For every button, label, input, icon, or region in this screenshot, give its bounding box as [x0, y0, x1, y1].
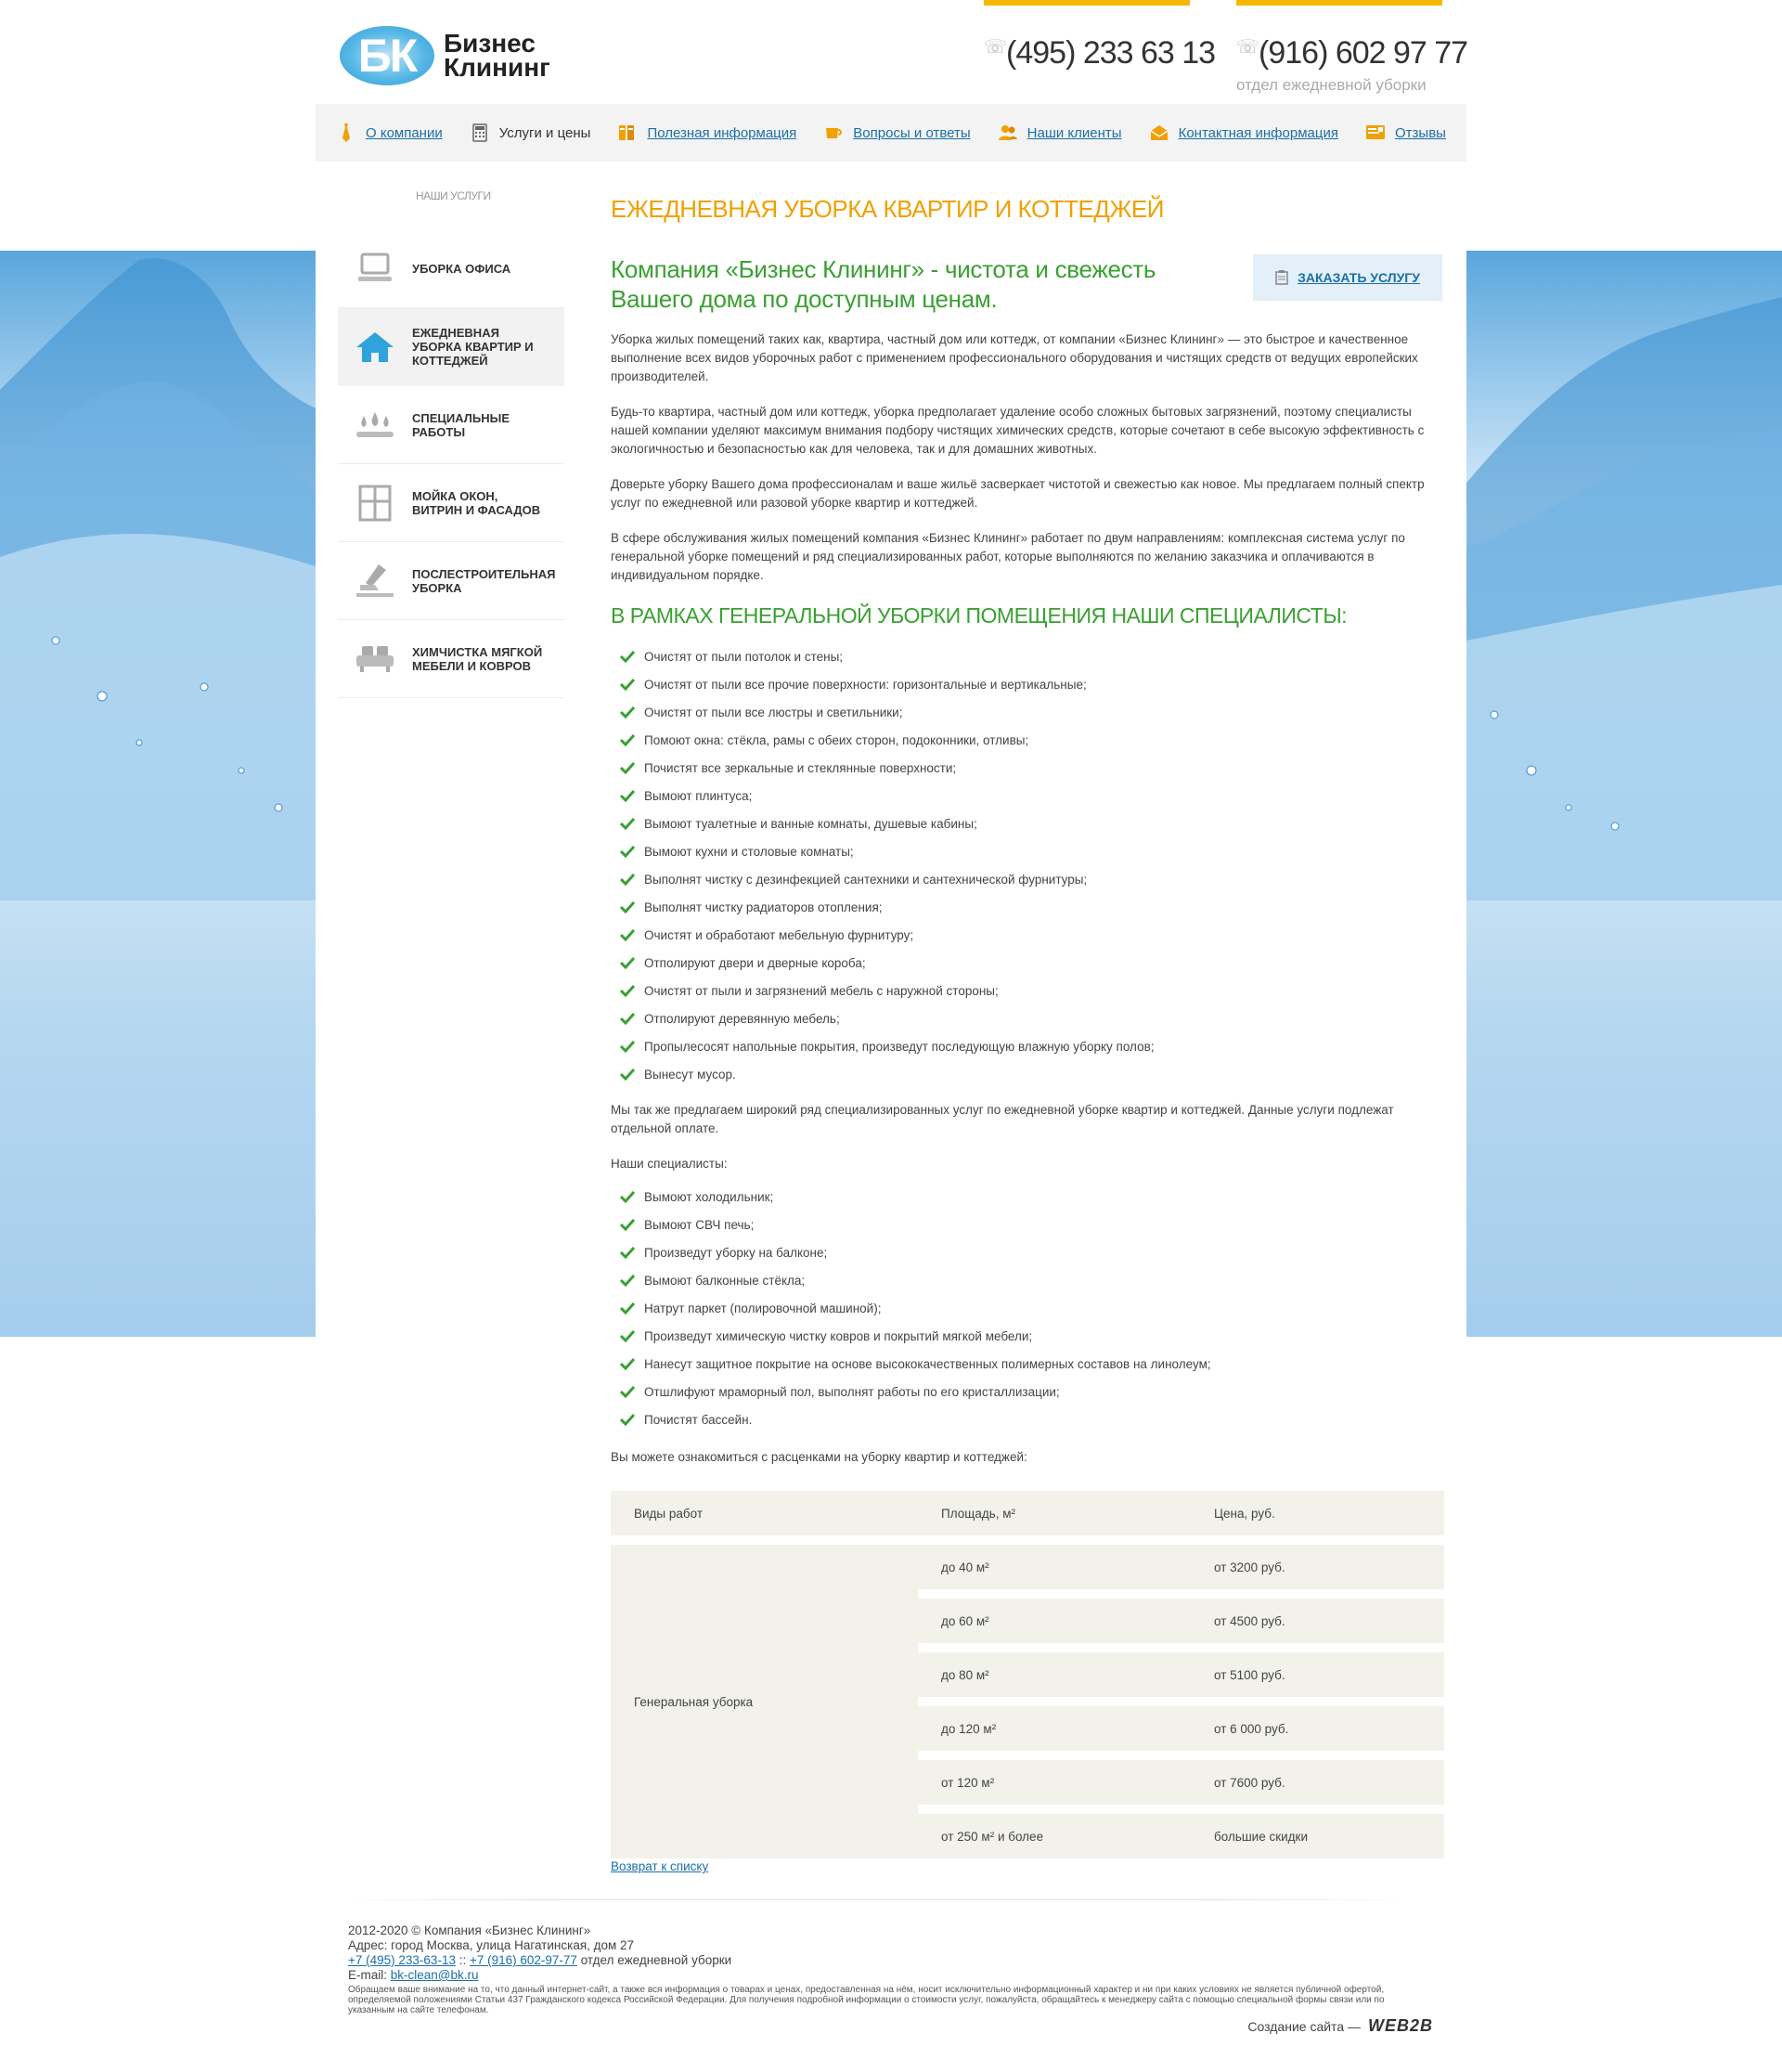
sofa-icon — [355, 642, 395, 676]
list-item-text: Выполнят чистку радиаторов отопления; — [644, 900, 883, 914]
list-item-text: Пропылесосят напольные покрытия, произведут последующую влажную уборку полов; — [644, 1039, 1155, 1054]
list-item — [620, 1294, 1437, 1322]
footer-phone-1-link[interactable]: +7 (495) 233-63-13 — [348, 1953, 456, 1967]
phone-block-2 — [1236, 0, 1468, 102]
table-cell-area: от 250 м² и более — [918, 1805, 1191, 1858]
paragraph-2: Будь-то квартира, частный дом или коттедж, уборка предполагает удаление особо сложных бытовых загрязнений, поэтому специалисты нашей компании уделяют максимум внимания подбору чистящих химических средств, которые сочетают в себе высокую эффективность с экологичностью и безопасностью как для человека, так и для домашних животных. — [611, 405, 1425, 456]
phone-2-note: отдел ежедневной уборки — [1236, 76, 1427, 94]
list-item-text: Произведут химическую чистку ковров и покрытий мягкой мебели; — [644, 1328, 1033, 1343]
sidebar-item-label: ЕЖЕДНЕВНАЯ УБОРКА КВАРТИР И КОТТЕДЖЕЙ — [412, 326, 534, 368]
table-row — [611, 1535, 1444, 1589]
check-icon — [620, 817, 635, 830]
phone-accent-bar — [1236, 0, 1442, 6]
table-cell-area: до 40 м² — [918, 1535, 1191, 1589]
page-title: ЕЖЕДНЕВНАЯ УБОРКА КВАРТИР И КОТТЕДЖЕЙ — [611, 195, 1164, 223]
list-item — [620, 670, 1437, 698]
clipboard-icon — [1275, 270, 1288, 285]
sidebar-item-dry-cleaning[interactable] — [338, 620, 564, 698]
sidebar-item-special-works[interactable] — [338, 386, 564, 464]
books-icon — [617, 123, 638, 143]
nav-link-contacts[interactable]: Контактная информация — [1178, 124, 1338, 141]
check-icon — [620, 900, 635, 913]
list-item — [620, 809, 1437, 837]
list-item — [620, 921, 1437, 949]
table-cell-price: от 5100 руб. — [1191, 1643, 1444, 1697]
paragraph-1: Уборка жилых помещений таких как, квартира, частный дом или коттедж, от компании «Бизнес Клининг» — это быстрое и качественное выполнение всех видов уборочных работ с применением профессионального оборудования и чистящих средств от ведущих европейских производителей. — [611, 332, 1418, 383]
order-service-label: ЗАКАЗАТЬ УСЛУГУ — [1298, 270, 1420, 285]
list-item-text: Очистят от пыли все люстры и светильники; — [644, 705, 903, 719]
check-icon — [620, 1357, 635, 1370]
footer-legal-notice: Обращаем ваше внимание на то, что данный интернет-сайт, а также вся информация о товарах и ценах, предоставленная на нём, носит исключительно информационный характер и ни при каких условиях не является публичной офертой, определяемой положениями Статьи 437 Гражданского кодекса Российской Федерации. Для получения подробной информации о стоимости услуг, пожалуйста, обращайтесь к менеджеру сайта с помощью специальной формы связи или по указанным на сайте телефонам. — [348, 1985, 1385, 2015]
nav-item-services[interactable] — [470, 123, 591, 143]
list-item-text: Очистят и обработают мебельную фурнитуру; — [644, 927, 914, 942]
list-item — [620, 726, 1437, 754]
table-cell-price: от 6 000 руб. — [1191, 1697, 1444, 1751]
list-item-text: Вымоют кухни и столовые комнаты; — [644, 844, 854, 859]
site-credit[interactable] — [1247, 2016, 1433, 2036]
table-cell-category: Генеральная уборка — [611, 1535, 918, 1858]
nav-link-faq[interactable]: Вопросы и ответы — [853, 124, 971, 141]
prices-intro: Вы можете ознакомиться с расценками на уборку квартир и коттеджей: — [611, 1450, 1027, 1464]
sidebar-title: НАШИ УСЛУГИ — [416, 189, 491, 202]
list-item-text: Очистят от пыли и загрязнений мебель с наружной стороны; — [644, 983, 999, 998]
nav-item-useful-info[interactable] — [617, 123, 796, 143]
list-item-text: Отполируют двери и дверные короба; — [644, 955, 866, 970]
footer-divider — [343, 1899, 1411, 1900]
table-cell-price: от 7600 руб. — [1191, 1751, 1444, 1805]
phone-number-2[interactable] — [1236, 35, 1467, 71]
logo-mark: БК — [340, 26, 434, 85]
sidebar-item-label: МОЙКА ОКОН, ВИТРИН И ФАСАДОВ — [412, 488, 541, 517]
list-item — [620, 1266, 1437, 1294]
check-icon — [620, 984, 635, 997]
list-item — [620, 1322, 1437, 1350]
list-item-text: Отполируют деревянную мебель; — [644, 1011, 840, 1026]
check-icon — [620, 845, 635, 858]
list-item — [620, 1032, 1437, 1060]
list-item — [620, 949, 1437, 977]
sidebar-item-label: УБОРКА ОФИСА — [412, 262, 511, 276]
table-cell-area: до 120 м² — [918, 1697, 1191, 1751]
phone-accent-bar — [984, 0, 1190, 6]
nav-label-services: Услуги и цены — [498, 124, 591, 141]
table-cell-price: от 3200 руб. — [1191, 1535, 1444, 1589]
nav-link-useful-info[interactable]: Полезная информация — [647, 124, 797, 141]
list-item-text: Очистят от пыли все прочие поверхности: горизонтальные и вертикальные; — [644, 677, 1087, 692]
check-icon — [620, 706, 635, 719]
table-header: Площадь, м² — [918, 1491, 1191, 1535]
site-credit-brand: WEB2B — [1367, 2016, 1433, 2035]
list-item — [620, 1350, 1437, 1378]
main-nav — [316, 104, 1466, 162]
computer-icon — [355, 253, 395, 286]
nav-item-clients[interactable] — [998, 123, 1122, 143]
list-item-text: Отшлифуют мраморный пол, выполнят работы по его кристаллизации; — [644, 1384, 1060, 1399]
list-item-text: Почистят все зеркальные и стеклянные поверхности; — [644, 760, 957, 775]
check-icon — [620, 1246, 635, 1259]
table-cell-area: от 120 м² — [918, 1751, 1191, 1805]
check-icon — [620, 678, 635, 691]
nav-link-about[interactable]: О компании — [366, 124, 443, 141]
paragraph-4: В сфере обслуживания жилых помещений компания «Бизнес Клининг» работает по двум направлениям: комплексная система услуг по генеральной уборке помещений и ряд специализированных работ, которые выполняются по желанию заказчика и оплачиваются в индивидуальном порядке. — [611, 531, 1405, 582]
list-item — [620, 1060, 1437, 1088]
nav-item-contacts[interactable] — [1149, 123, 1338, 143]
table-cell-area: до 60 м² — [918, 1589, 1191, 1643]
list-item — [620, 1378, 1437, 1405]
footer-email — [348, 1968, 1434, 1983]
check-icon — [620, 928, 635, 941]
calculator-icon — [470, 123, 490, 143]
logo[interactable] — [340, 26, 562, 85]
special-caption: Наши специалисты: — [611, 1157, 728, 1171]
sidebar-item-label: ПОСЛЕСТРОИТЕЛЬНАЯ УБОРКА — [412, 566, 556, 595]
footer-address: Адрес: город Москва, улица Нагатинская, дом 27 — [348, 1938, 635, 1952]
footer-phone-separator: :: — [455, 1953, 470, 1967]
water-splash-left — [0, 251, 316, 900]
list-item — [620, 754, 1437, 782]
trowel-icon — [355, 563, 395, 600]
table-cell-price: большие скидки — [1191, 1805, 1444, 1858]
table-header: Виды работ — [611, 1491, 918, 1535]
page — [316, 0, 1466, 2072]
reviews-icon — [1365, 123, 1386, 143]
footer-phones — [348, 1953, 1434, 1968]
check-icon — [620, 1012, 635, 1025]
nav-item-reviews[interactable] — [1365, 123, 1446, 143]
envelope-icon — [1149, 123, 1169, 143]
logo-name — [444, 29, 550, 82]
lead-text: Компания «Бизнес Клининг» - чистота и свежесть Вашего дома по доступным ценам. — [611, 255, 1156, 313]
table-cell-price: от 4500 руб. — [1191, 1589, 1444, 1643]
check-icon — [620, 873, 635, 886]
sidebar-services — [338, 230, 564, 698]
site-credit-label: Создание сайта — — [1247, 2018, 1361, 2034]
check-icon — [620, 789, 635, 802]
list-item-text: Вымоют балконные стёкла; — [644, 1273, 806, 1288]
sidebar-item-daily-cleaning[interactable] — [338, 308, 564, 386]
sidebar-item-label: СПЕЦИАЛЬНЫЕ РАБОТЫ — [412, 410, 510, 439]
list-item-text: Очистят от пыли потолок и стены; — [644, 649, 844, 664]
list-item-text: Почистят бассейн. — [644, 1412, 753, 1427]
footer — [348, 1923, 1434, 2015]
sidebar-item-label: ХИМЧИСТКА МЯГКОЙ МЕБЕЛИ И КОВРОВ — [412, 644, 543, 673]
drops-icon — [355, 408, 395, 442]
check-icon — [620, 1040, 635, 1053]
list-item — [620, 782, 1437, 809]
list-item-text: Выполнят чистку с дезинфекцией сантехники и сантехнической фурнитуры; — [644, 872, 1088, 887]
list-item — [620, 1004, 1437, 1032]
list-item — [620, 642, 1437, 670]
list-item-text: Вынесут мусор. — [644, 1067, 736, 1081]
list-item — [620, 865, 1437, 893]
check-icon — [620, 1329, 635, 1342]
water-splash-right — [1466, 251, 1782, 900]
main-content — [611, 195, 1446, 1873]
list-item — [620, 1405, 1437, 1433]
list-item-text: Натрут паркет (полировочной машиной); — [644, 1301, 882, 1315]
phone-number-2-text: (916) 602 97 77 — [1259, 35, 1468, 71]
footer-email-label: E-mail: — [348, 1968, 391, 1982]
check-icon — [620, 1301, 635, 1314]
cup-icon — [823, 123, 844, 143]
table-cell-area: до 80 м² — [918, 1643, 1191, 1697]
list-item-text: Вымоют холодильник; — [644, 1189, 774, 1204]
check-icon — [620, 956, 635, 969]
list-item — [620, 977, 1437, 1004]
special-services-list — [620, 1183, 1437, 1433]
logo-name-line2: Клининг — [444, 53, 550, 82]
check-icon — [620, 761, 635, 774]
phone-number-1[interactable] — [984, 35, 1215, 71]
check-icon — [620, 733, 635, 746]
footer-phone-2-note: отдел ежедневной уборки — [576, 1953, 732, 1967]
sidebar-item-window-washing[interactable] — [338, 464, 564, 542]
list-item — [620, 893, 1437, 921]
window-icon — [355, 485, 395, 522]
list-item-text: Нанесут защитное покрытие на основе высококачественных полимерных составов на линолеум; — [644, 1356, 1211, 1371]
check-icon — [620, 1413, 635, 1426]
list-item — [620, 1211, 1437, 1238]
price-table — [611, 1491, 1444, 1858]
tie-icon — [336, 123, 356, 143]
general-cleaning-list — [620, 642, 1437, 1088]
list-item-text: Вымоют СВЧ печь; — [644, 1217, 755, 1232]
list-item — [620, 1238, 1437, 1266]
table-header: Цена, руб. — [1191, 1491, 1444, 1535]
sidebar-item-post-construction[interactable] — [338, 542, 564, 620]
back-to-list-link[interactable]: Возврат к списку — [611, 1859, 709, 1873]
section-title: В РАМКАХ ГЕНЕРАЛЬНОЙ УБОРКИ ПОМЕЩЕНИЯ НАШИ СПЕЦИАЛИСТЫ: — [611, 603, 1348, 628]
list-item-text: Помоют окна: стёкла, рамы с обеих сторон, подоконники, отливы; — [644, 732, 1029, 747]
house-icon — [355, 330, 395, 364]
users-icon — [998, 123, 1018, 143]
check-icon — [620, 1385, 635, 1398]
footer-phone-2-link[interactable]: +7 (916) 602-97-77 — [469, 1953, 577, 1967]
nav-item-about[interactable] — [336, 123, 443, 143]
check-icon — [620, 1190, 635, 1203]
nav-link-clients[interactable]: Наши клиенты — [1027, 124, 1122, 141]
list-item — [620, 698, 1437, 726]
list-item-text: Произведут уборку на балконе; — [644, 1245, 828, 1260]
nav-link-reviews[interactable]: Отзывы — [1395, 124, 1446, 141]
logo-name-line1: Бизнес — [444, 29, 536, 58]
check-icon — [620, 650, 635, 663]
phone-number-1-text: (495) 233 63 13 — [1006, 35, 1216, 71]
phone-icon: ☏ — [1236, 37, 1259, 58]
footer-copyright: 2012-2020 © Компания «Бизнес Клининг» — [348, 1923, 591, 1937]
list-item-text: Вымоют туалетные и ванные комнаты, душевые кабины; — [644, 816, 977, 831]
check-icon — [620, 1068, 635, 1081]
list-item — [620, 1183, 1437, 1211]
list-item-text: Вымоют плинтуса; — [644, 788, 753, 803]
special-intro: Мы так же предлагаем широкий ряд специализированных услуг по ежедневной уборке квартир и коттеджей. Данные услуги подлежат отдельной оплате. — [611, 1103, 1394, 1135]
sidebar-item-office-cleaning[interactable] — [338, 230, 564, 308]
list-item — [620, 837, 1437, 865]
phone-block-1 — [984, 0, 1216, 102]
footer-email-link[interactable]: bk-clean@bk.ru — [390, 1968, 479, 1982]
order-service-button[interactable] — [1253, 254, 1442, 301]
check-icon — [620, 1218, 635, 1231]
check-icon — [620, 1274, 635, 1287]
table-header-row — [611, 1491, 1444, 1535]
nav-item-faq[interactable] — [823, 123, 970, 143]
paragraph-3: Доверьте уборку Вашего дома профессионалам и ваше жильё засверкает чистотой и свежестью как новое. Мы предлагаем полный спектр услуг по ежедневной или разовой уборке квартир и коттеджей. — [611, 477, 1425, 510]
phone-icon: ☏ — [984, 37, 1007, 58]
